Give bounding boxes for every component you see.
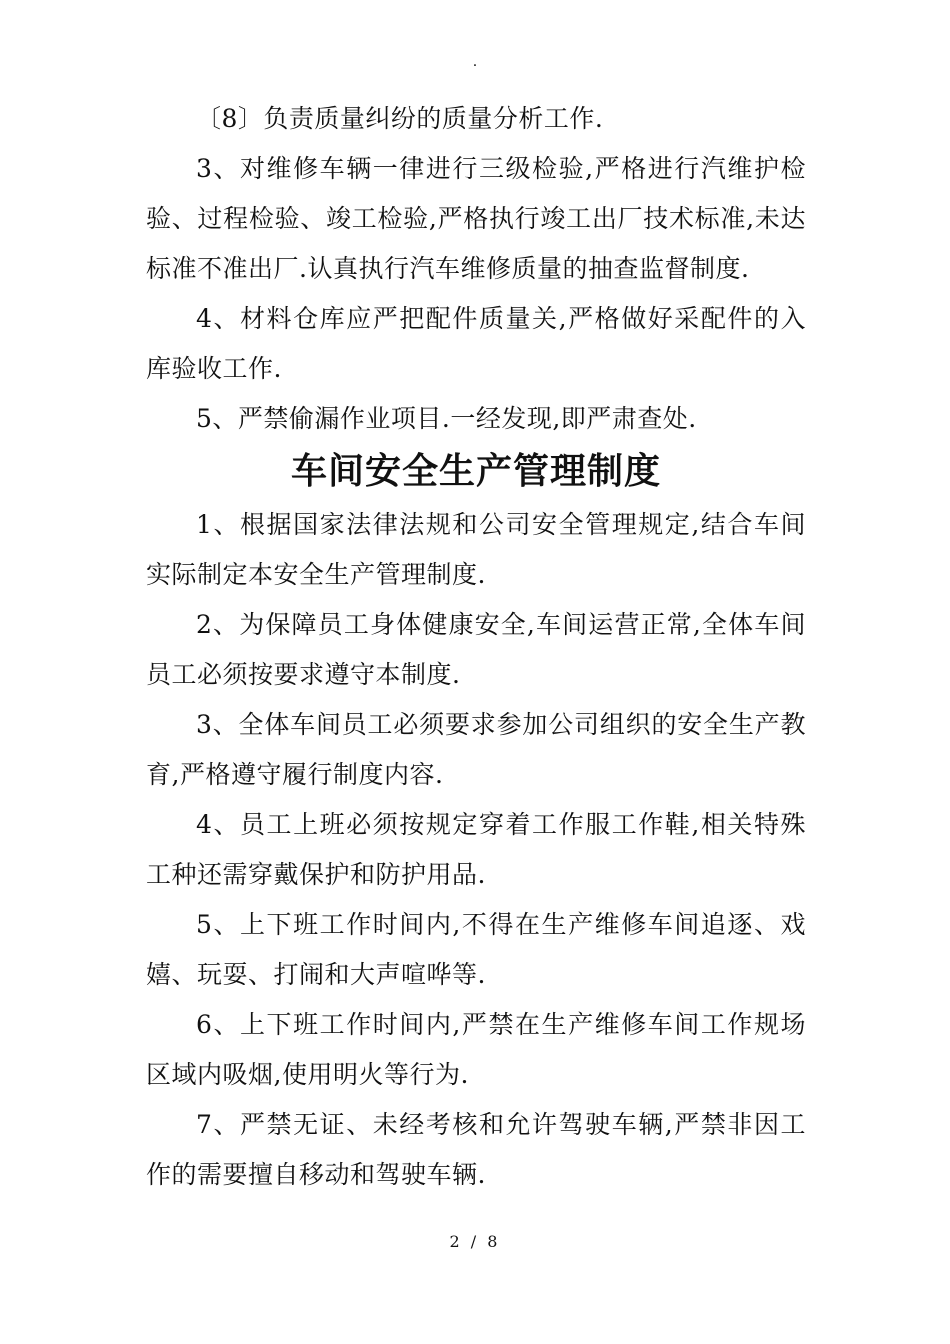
paragraph: 4、员工上班必须按规定穿着工作服工作鞋,相关特殊工种还需穿戴保护和防护用品. (146, 810, 806, 889)
paragraph: 3、对维修车辆一律进行三级检验,严格进行汽维护检验、过程检验、竣工检验,严格执行竣工出厂技术标准,未达标准不准出厂.认真执行汽车维修质量的抽查监督制度. (146, 154, 806, 283)
paragraph: 2、为保障员工身体健康安全,车间运营正常,全体车间员工必须按要求遵守本制度. (146, 610, 806, 689)
document-body (146, 94, 806, 1200)
paragraph: 6、上下班工作时间内,严禁在生产维修车间工作规场区域内吸烟,使用明火等行为. (146, 1010, 806, 1089)
paragraph: 1、根据国家法律法规和公司安全管理规定,结合车间实际制定本安全生产管理制度. (146, 510, 806, 589)
paragraph: 5、严禁偷漏作业项目.一经发现,即严肃查处. (196, 404, 697, 433)
paragraph: 3、全体车间员工必须要求参加公司组织的安全生产教育,严格遵守履行制度内容. (146, 710, 806, 789)
paragraph: 7、严禁无证、未经考核和允许驾驶车辆,严禁非因工作的需要擅自移动和驾驶车辆. (146, 1110, 806, 1189)
header-mark: . (472, 54, 478, 70)
paragraph: 4、材料仓库应严把配件质量关,严格做好采配件的入库验收工作. (146, 304, 806, 383)
paragraph: 〔8〕负责质量纠纷的质量分析工作. (196, 104, 604, 133)
section-title: 车间安全生产管理制度 (290, 451, 661, 492)
paragraph: 5、上下班工作时间内,不得在生产维修车间追逐、戏嬉、玩耍、打闹和大声喧哗等. (146, 910, 806, 989)
page-number: 2 / 8 (449, 1232, 501, 1251)
